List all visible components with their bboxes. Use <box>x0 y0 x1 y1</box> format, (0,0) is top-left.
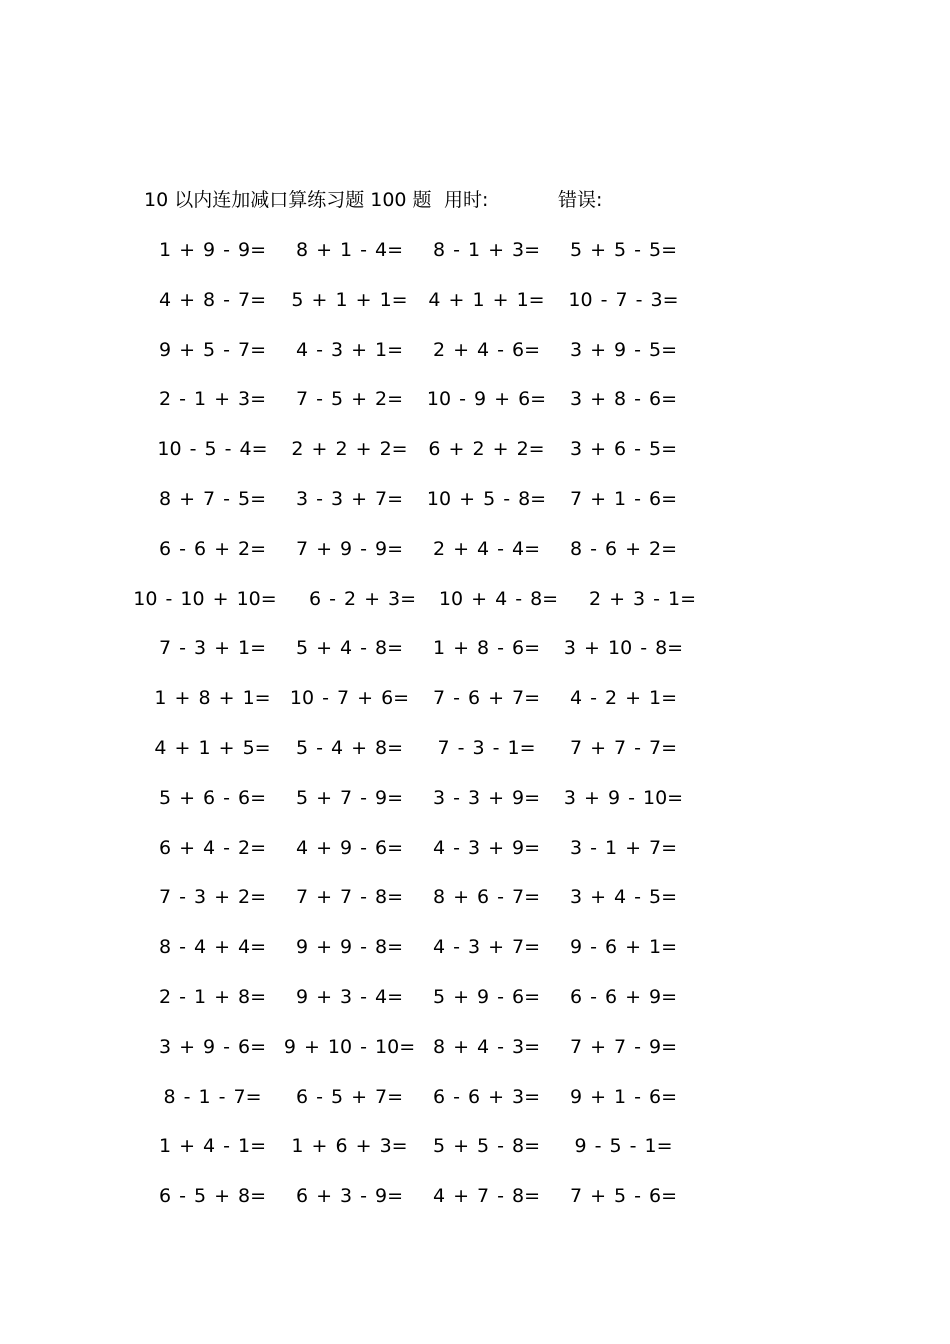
problem-item: 10 - 5 - 4= <box>157 438 268 461</box>
problem-row <box>144 983 704 1033</box>
problem-item: 4 + 1 + 5= <box>154 736 271 759</box>
problem-item: 3 + 10 - 8= <box>563 637 684 660</box>
problem-item: 5 + 1 + 1= <box>291 288 408 311</box>
problem-item: 3 - 3 + 9= <box>432 786 541 809</box>
problem-item: 7 + 7 - 8= <box>295 886 404 909</box>
problem-item: 1 + 8 - 6= <box>432 637 541 660</box>
problem-row <box>144 933 704 983</box>
problem-item: 1 + 9 - 9= <box>158 239 267 261</box>
problem-item: 3 - 3 + 7= <box>295 487 404 510</box>
problem-item: 7 - 6 + 7= <box>432 687 541 710</box>
problem-row <box>144 634 704 684</box>
problem-item: 1 + 8 + 1= <box>154 687 271 710</box>
problem-row <box>144 834 704 884</box>
problem-row <box>144 535 704 585</box>
problem-item: 5 + 6 - 6= <box>158 786 267 809</box>
problem-item: 5 - 4 + 8= <box>295 736 404 759</box>
problem-item: 9 - 6 + 1= <box>569 936 678 959</box>
problem-item: 5 + 5 - 5= <box>569 239 678 261</box>
problem-row <box>144 336 704 386</box>
problem-item: 7 + 5 - 6= <box>569 1185 678 1208</box>
problem-item: 9 - 5 - 1= <box>574 1135 673 1158</box>
problem-row <box>144 684 704 734</box>
problem-item: 9 + 1 - 6= <box>569 1085 678 1108</box>
problem-item: 6 + 4 - 2= <box>158 836 267 859</box>
problem-item: 8 - 6 + 2= <box>569 537 678 560</box>
problem-item: 3 + 9 - 5= <box>569 338 678 361</box>
problem-item: 3 + 8 - 6= <box>569 388 678 411</box>
problem-item: 8 - 4 + 4= <box>158 936 267 959</box>
problem-item: 8 + 6 - 7= <box>432 886 541 909</box>
problem-row <box>144 1033 704 1083</box>
problem-item: 2 - 1 + 8= <box>158 985 267 1008</box>
problem-item: 6 - 6 + 9= <box>569 985 678 1008</box>
time-label: 用时: <box>444 189 489 211</box>
problem-row <box>144 385 704 435</box>
problem-item: 4 + 9 - 6= <box>295 836 404 859</box>
problem-item: 6 - 6 + 3= <box>432 1085 541 1108</box>
problem-item: 8 + 7 - 5= <box>158 487 267 510</box>
problem-item: 8 + 4 - 3= <box>432 1035 541 1058</box>
problem-item: 8 - 1 + 3= <box>432 239 541 261</box>
problem-row <box>144 435 704 485</box>
problem-grid <box>133 236 704 1232</box>
problem-item: 3 + 4 - 5= <box>569 886 678 909</box>
problem-item: 9 + 10 - 10= <box>283 1035 416 1058</box>
problem-item: 4 + 8 - 7= <box>158 288 267 311</box>
errors-label: 错误: <box>558 189 603 211</box>
problem-item: 7 + 7 - 9= <box>569 1035 678 1058</box>
problem-item: 6 - 5 + 7= <box>295 1085 404 1108</box>
problem-item: 2 + 2 + 2= <box>291 438 408 461</box>
problem-item: 4 - 2 + 1= <box>569 687 678 710</box>
problem-item: 3 + 9 - 10= <box>563 786 684 809</box>
problem-item: 7 + 1 - 6= <box>569 487 678 510</box>
problem-item: 2 + 4 - 4= <box>432 537 541 560</box>
problem-item: 5 + 9 - 6= <box>432 985 541 1008</box>
problem-item: 6 - 5 + 8= <box>158 1185 267 1208</box>
problem-item: 10 - 7 + 6= <box>289 687 410 710</box>
problem-item: 7 - 3 - 1= <box>437 736 536 759</box>
problem-item: 10 - 7 - 3= <box>568 288 679 311</box>
problem-item: 4 + 7 - 8= <box>432 1185 541 1208</box>
problem-item: 10 - 9 + 6= <box>426 388 547 411</box>
problem-item: 2 - 1 + 3= <box>158 388 267 411</box>
problem-item: 7 - 5 + 2= <box>295 388 404 411</box>
problem-row <box>144 784 704 834</box>
problem-item: 6 - 2 + 3= <box>308 587 417 610</box>
problem-item: 3 - 1 + 7= <box>569 836 678 859</box>
problem-item: 10 - 10 + 10= <box>133 587 277 610</box>
worksheet-header <box>144 186 744 214</box>
problem-row <box>133 585 704 635</box>
problem-item: 1 + 6 + 3= <box>291 1135 408 1158</box>
problem-row <box>144 485 704 535</box>
problem-item: 6 - 6 + 2= <box>158 537 267 560</box>
problem-row <box>144 734 704 784</box>
problem-item: 7 + 7 - 7= <box>569 736 678 759</box>
problem-item: 5 + 5 - 8= <box>432 1135 541 1158</box>
problem-item: 3 + 9 - 6= <box>158 1035 267 1058</box>
problem-item: 8 - 1 - 7= <box>163 1085 262 1108</box>
problem-item: 4 - 3 + 1= <box>295 338 404 361</box>
problem-row <box>144 1182 704 1232</box>
problem-item: 10 + 5 - 8= <box>426 487 547 510</box>
problem-item: 4 + 1 + 1= <box>428 288 545 311</box>
problem-item: 4 - 3 + 9= <box>432 836 541 859</box>
problem-item: 5 + 7 - 9= <box>295 786 404 809</box>
worksheet-title: 10 以内连加减口算练习题 100 题 <box>144 189 432 211</box>
problem-item: 4 - 3 + 7= <box>432 936 541 959</box>
problem-item: 7 - 3 + 2= <box>158 886 267 909</box>
problem-item: 7 - 3 + 1= <box>158 637 267 660</box>
problem-item: 6 + 2 + 2= <box>428 438 545 461</box>
problem-item: 8 + 1 - 4= <box>295 239 404 261</box>
problem-row <box>144 286 704 336</box>
problem-item: 7 + 9 - 9= <box>295 537 404 560</box>
problem-item: 9 + 5 - 7= <box>158 338 267 361</box>
problem-row <box>144 1083 704 1133</box>
problem-item: 9 + 3 - 4= <box>295 985 404 1008</box>
problem-item: 2 + 3 - 1= <box>588 587 697 610</box>
problem-row <box>144 883 704 933</box>
problem-item: 6 + 3 - 9= <box>295 1185 404 1208</box>
problem-row <box>144 236 704 286</box>
problem-item: 1 + 4 - 1= <box>158 1135 267 1158</box>
problem-item: 5 + 4 - 8= <box>295 637 404 660</box>
problem-item: 9 + 9 - 8= <box>295 936 404 959</box>
problem-row <box>144 1132 704 1182</box>
problem-item: 2 + 4 - 6= <box>432 338 541 361</box>
problem-item: 3 + 6 - 5= <box>569 438 678 461</box>
problem-item: 10 + 4 - 8= <box>438 587 559 610</box>
